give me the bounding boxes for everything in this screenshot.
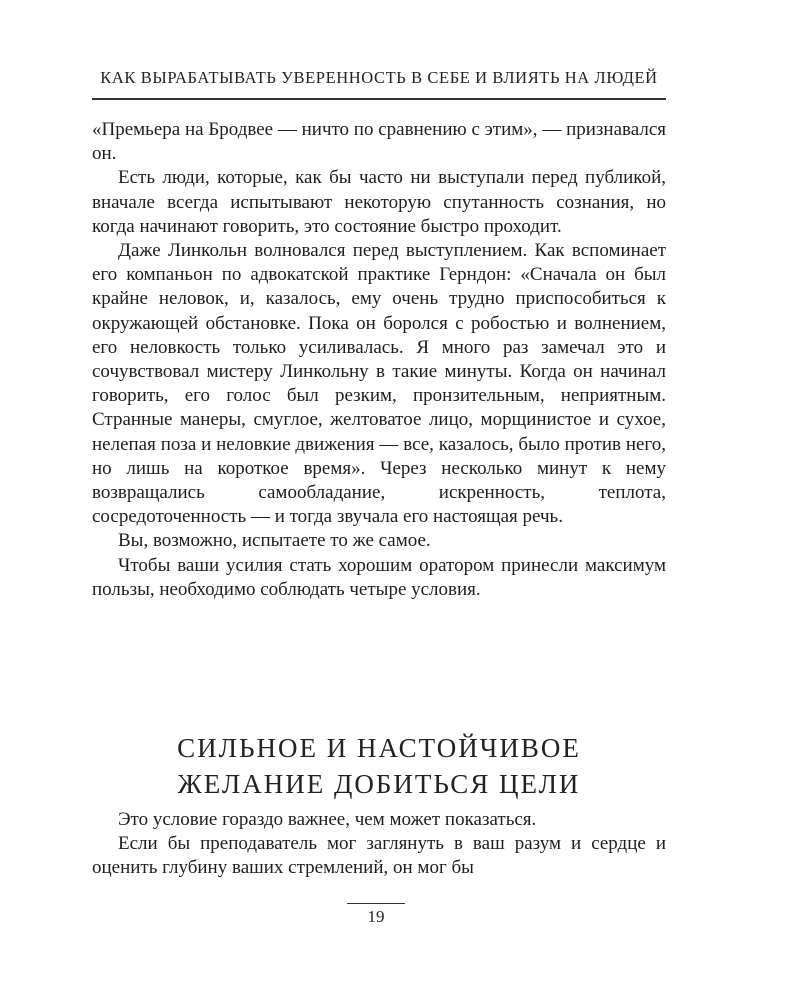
section-body-text (92, 808, 666, 881)
paragraph: Вы, возможно, испытаете то же самое. (118, 530, 431, 552)
footer-rule (347, 903, 405, 904)
body-text (92, 118, 666, 602)
section-heading-line: СИЛЬНОЕ И НАСТОЙЧИВОЕ (177, 733, 581, 763)
paragraph: Если бы преподаватель мог заглянуть в ваш разум и сердце и оценить глубину ваших стремлений, он мог бы (92, 833, 666, 879)
running-header: КАК ВЫРАБАТЫВАТЬ УВЕРЕННОСТЬ В СЕБЕ И ВЛИЯТЬ НА ЛЮДЕЙ (100, 68, 658, 87)
paragraph: Чтобы ваши усилия стать хорошим оратором принесли максимум пользы, необходимо соблюдать четыре условия. (92, 554, 666, 600)
paragraph: «Премьера на Бродвее — ничто по сравнению с этим», — признавался он. (92, 119, 666, 165)
page-number: 19 (367, 907, 385, 926)
section-heading-line: ЖЕЛАНИЕ ДОБИТЬСЯ ЦЕЛИ (177, 769, 581, 799)
paragraph: Даже Линкольн волновался перед выступлением. Как вспоминает его компаньон по адвокатской практике Герндон: «Сначала он был крайне неловок, и, казалось, ему очень трудно приспособиться к окружающей обстановке. Пока он боролся с робостью и волнением, его неловкость только усиливалась. Я много раз замечал это и сочувствовал мистеру Линкольну в такие минуты. Когда он начинал говорить, его голос был резким, пронзительным, неприятным. Странные манеры, смуглое, желтоватое лицо, морщинистое и сухое, нелепая поза и неловкие движения — все, казалось, было против него, но лишь на короткое время». Через несколько минут к нему возвращались самообладание, искренность, теплота, сосредоточенность — и тогда звучала его настоящая речь. (92, 240, 666, 528)
paragraph: Есть люди, которые, как бы часто ни выступали перед публикой, вначале всегда испытывают некоторую спутанность сознания, но когда начинают говорить, это состояние быстро проходит. (92, 167, 666, 237)
section-heading (92, 730, 666, 802)
paragraph: Это условие гораздо важнее, чем может показаться. (118, 809, 537, 830)
header-rule (92, 98, 666, 100)
